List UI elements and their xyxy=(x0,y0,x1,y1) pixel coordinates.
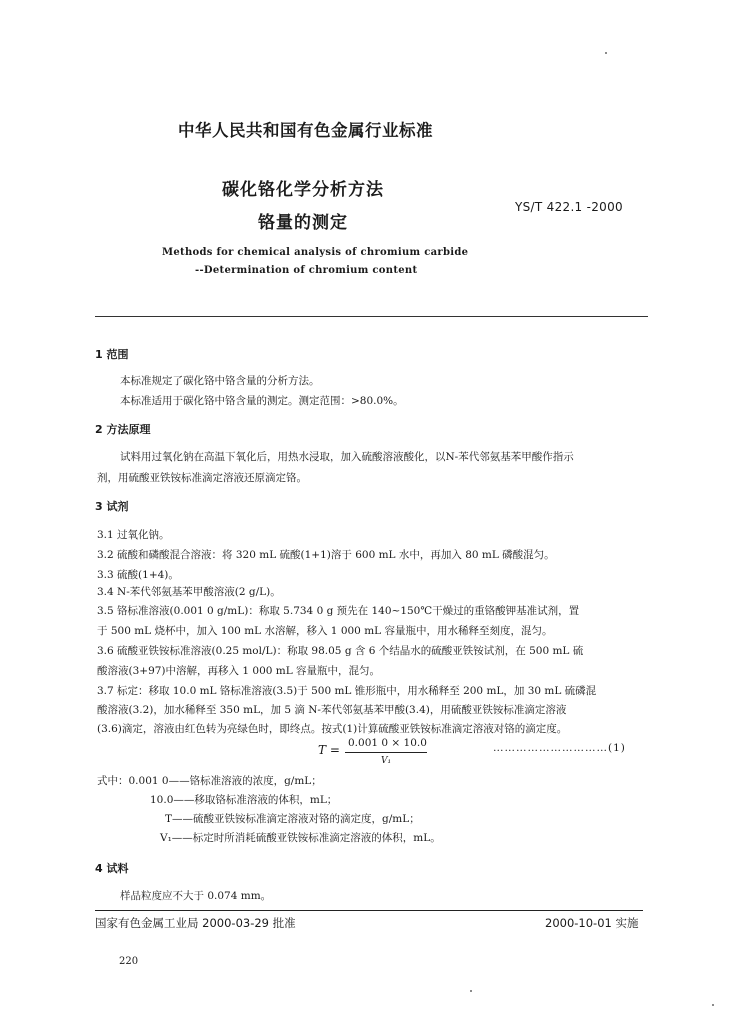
reagent-3-7-line-1: 3.7 标定：移取 10.0 mL 铬标准溶液(3.5)于 500 mL 锥形瓶中，用水稀释至 200 mL，加 30 mL 硫磷混 xyxy=(97,685,597,697)
section-4-heading: 4 试料 xyxy=(95,862,129,875)
section-2-paragraph-line-2: 剂，用硫酸亚铁铵标准滴定溶液还原滴定铬。 xyxy=(97,472,307,484)
approval-line: 国家有色金属工业局 2000-03-29 批准 xyxy=(95,916,296,930)
reagent-3-3: 3.3 硫酸(1+4)。 xyxy=(97,569,179,581)
reagent-3-4: 3.4 N-苯代邻氨基苯甲酸溶液(2 g/L)。 xyxy=(97,586,281,598)
page-number: 220 xyxy=(119,956,139,967)
formula-fraction-bar xyxy=(345,752,427,753)
where-line-2: 10.0——移取铬标准溶液的体积，mL； xyxy=(150,794,338,806)
section-2-heading: 2 方法原理 xyxy=(95,423,151,436)
title-chinese-line1: 碳化铬化学分析方法 xyxy=(222,180,384,200)
section-4-paragraph-1: 样品粒度应不大于 0.074 mm。 xyxy=(120,890,272,902)
reagent-3-2: 3.2 硫酸和磷酸混合溶液：将 320 mL 硫酸(1+1)溶于 600 mL 水中，再加入 80 mL 磷酸混匀。 xyxy=(97,549,555,561)
formula-denominator: V₁ xyxy=(381,756,392,766)
where-line-1: 式中：0.001 0——铬标准溶液的浓度，g/mL； xyxy=(97,775,322,787)
scan-speck xyxy=(470,990,472,992)
section-3-heading: 3 试剂 xyxy=(95,500,129,513)
title-chinese-line2: 铬量的测定 xyxy=(258,213,348,233)
formula-leader-dots: ………………………… xyxy=(493,742,608,754)
scan-speck xyxy=(605,52,607,54)
reagent-3-7-line-2: 酸溶液(3.2)，加水稀释至 350 mL，加 5 滴 N-苯代邻氨基苯甲酸(3.4)，用硫酸亚铁铵标准滴定溶液 xyxy=(97,704,567,716)
reagent-3-5-line-1: 3.5 铬标准溶液(0.001 0 g/mL)：称取 5.734 0 g 预先在 140~150℃干燥过的重铬酸钾基准试剂，置 xyxy=(97,605,580,617)
reagent-3-6-line-2: 酸溶液(3+97)中溶解，再移入 1 000 mL 容量瓶中，混匀。 xyxy=(97,665,381,677)
where-line-4: V₁——标定时所消耗硫酸亚铁铵标准滴定溶液的体积，mL。 xyxy=(160,832,441,844)
formula-number-label: (1) xyxy=(608,742,626,754)
reagent-3-7-line-3: (3.6)滴定，溶液由红色转为亮绿色时，即终点。按式(1)计算硫酸亚铁铵标准滴定溶液对铬的滴定度。 xyxy=(97,723,568,735)
standard-code: YS/T 422.1 -2000 xyxy=(515,200,623,214)
header-divider xyxy=(95,316,648,317)
where-line-3: T——硫酸亚铁铵标准滴定溶液对铬的滴定度，g/mL； xyxy=(165,813,420,825)
formula-lhs: T = xyxy=(318,743,340,757)
section-1-paragraph-1: 本标准规定了碳化铬中铬含量的分析方法。 xyxy=(120,375,320,387)
reagent-3-6-line-1: 3.6 硫酸亚铁铵标准溶液(0.25 mol/L)：称取 98.05 g 含 6 个结晶水的硫酸亚铁铵试剂，在 500 mL 硫 xyxy=(97,645,584,657)
implementation-date: 2000-10-01 实施 xyxy=(545,916,639,930)
reagent-3-5-line-2: 于 500 mL 烧杯中，加入 100 mL 水溶解，移入 1 000 mL 容量瓶中，用水稀释至刻度，混匀。 xyxy=(97,625,553,637)
section-2-paragraph-line-1: 试料用过氧化钠在高温下氧化后，用热水浸取，加入硫酸溶液酸化，以N-苯代邻氨基苯甲酸作指示 xyxy=(120,451,574,463)
reagent-3-1: 3.1 过氧化钠。 xyxy=(97,529,170,541)
title-english-line1: Methods for chemical analysis of chromium carbide xyxy=(162,247,469,258)
formula-numerator: 0.001 0 × 10.0 xyxy=(348,737,427,749)
section-1-heading: 1 范围 xyxy=(95,348,129,361)
section-1-paragraph-2: 本标准适用于碳化铬中铬含量的测定。测定范围：>80.0%。 xyxy=(120,395,404,407)
formula-number xyxy=(493,742,626,754)
scan-speck xyxy=(712,1004,714,1006)
title-english-line2: --Determination of chromium content xyxy=(195,265,418,276)
standard-organization: 中华人民共和国有色金属行业标准 xyxy=(178,121,433,140)
footer-divider xyxy=(95,910,643,911)
